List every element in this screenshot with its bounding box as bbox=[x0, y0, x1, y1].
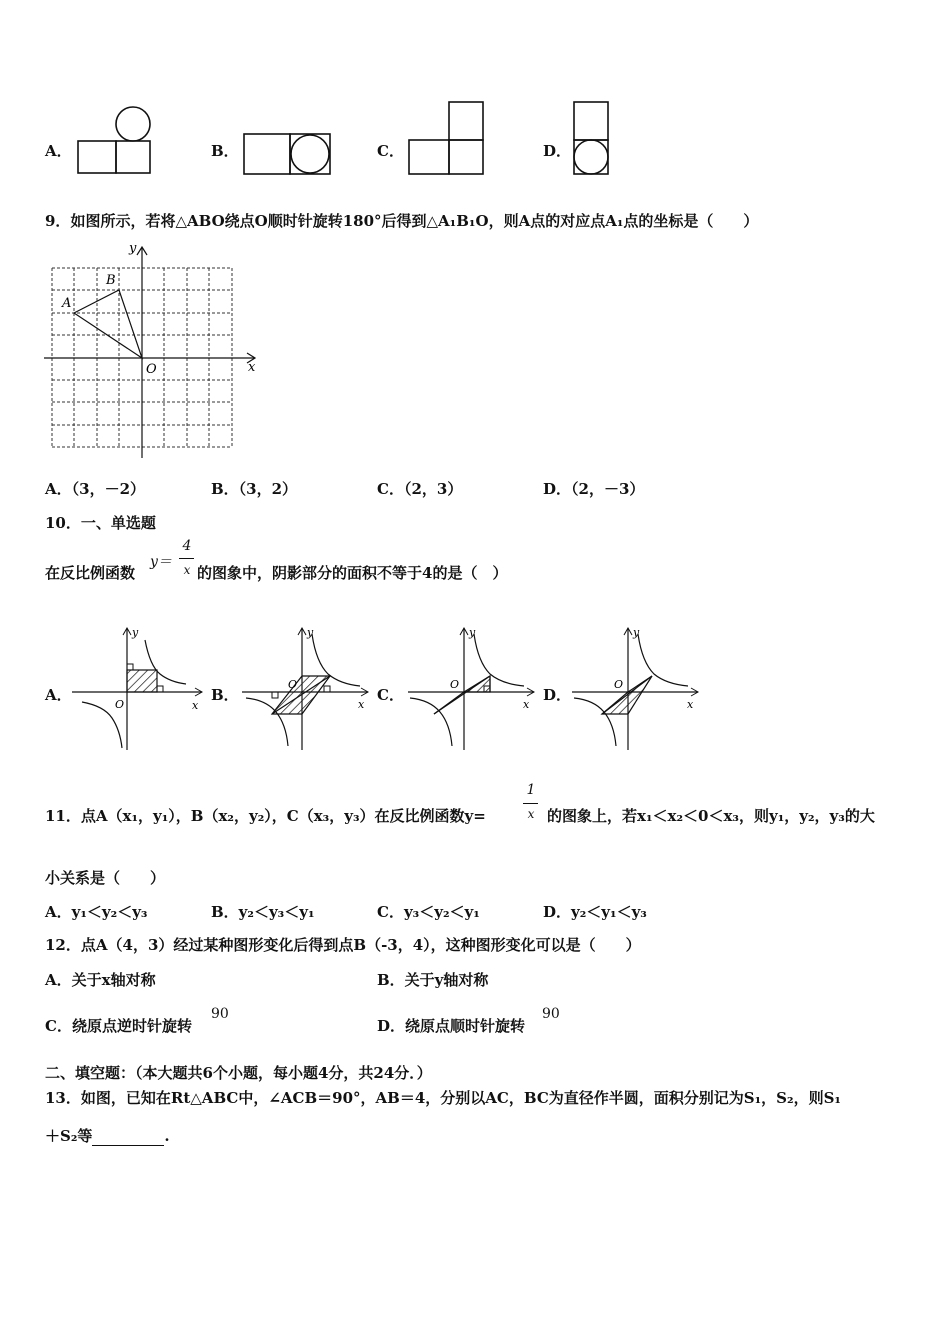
point-b-label: B bbox=[106, 273, 116, 288]
q9-grid-figure bbox=[42, 240, 262, 465]
q10-option-d-label: D． bbox=[543, 686, 572, 704]
q11-func-den: x bbox=[527, 807, 535, 821]
q13-answer-blank[interactable] bbox=[92, 1131, 164, 1146]
q10-frac-bar bbox=[179, 558, 194, 559]
q8-option-d-figure bbox=[572, 100, 612, 178]
q12-option-a: A．关于x轴对称 bbox=[45, 971, 156, 989]
point-a-label: A bbox=[62, 296, 72, 311]
q10-option-c-label: C． bbox=[377, 686, 404, 704]
q9-option-b: B．（3，2） bbox=[211, 480, 298, 498]
origin-label: O bbox=[146, 362, 157, 377]
q12-option-b: B．关于y轴对称 bbox=[377, 971, 489, 989]
q12-option-d-angle: 90 bbox=[542, 1006, 560, 1022]
q10-option-a-label: A． bbox=[45, 686, 72, 704]
q10-option-b-label: B． bbox=[211, 686, 239, 704]
q8-option-c-figure bbox=[407, 100, 487, 176]
q8-option-a-figure bbox=[76, 104, 156, 176]
q10-func-y: y＝ bbox=[150, 554, 172, 570]
q8-option-a-label: A． bbox=[45, 142, 72, 160]
svg-text:x: x bbox=[687, 698, 694, 711]
q11-frac-bar bbox=[523, 803, 538, 804]
q10-func-den: x bbox=[183, 563, 191, 577]
svg-text:x: x bbox=[192, 699, 199, 712]
q10-option-d-graph bbox=[566, 622, 706, 750]
q11-option-c: C．y₃＜y₂＜y₁ bbox=[377, 903, 480, 921]
q10-func-num: 4 bbox=[182, 538, 192, 554]
q9-option-c: C．（2，3） bbox=[377, 480, 463, 498]
q11-stem-after: 的图象上，若x₁＜x₂＜0＜x₃，则y₁，y₂，y₃的大 bbox=[547, 807, 875, 825]
svg-text:O: O bbox=[115, 698, 125, 711]
section2-heading: 二、填空题：（本大题共6个小题，每小题4分，共24分．） bbox=[45, 1064, 432, 1082]
q11-stem-before: 11．点A（x₁，y₁），B（x₂，y₂），C（x₃，y₃）在反比例函数y= bbox=[45, 807, 486, 825]
q11-option-d: D．y₂＜y₁＜y₃ bbox=[543, 903, 647, 921]
svg-text:y: y bbox=[132, 626, 139, 639]
q10-option-c-graph bbox=[402, 622, 542, 750]
svg-text:O: O bbox=[450, 678, 460, 691]
q13-line2: ＋S₂等 . bbox=[45, 1127, 170, 1145]
svg-text:O: O bbox=[614, 678, 624, 691]
q10-section: 10．一、单选题 bbox=[45, 514, 156, 532]
q11-stem-line2: 小关系是（ ） bbox=[45, 869, 166, 887]
q11-option-b: B．y₂＜y₃＜y₁ bbox=[211, 903, 315, 921]
svg-text:O: O bbox=[288, 678, 298, 691]
q9-option-a: A．（3，－2） bbox=[45, 480, 146, 498]
svg-text:y: y bbox=[307, 626, 314, 639]
svg-text:x: x bbox=[358, 698, 365, 711]
q8-option-c-label: C． bbox=[377, 142, 404, 160]
q11-option-a: A．y₁＜y₂＜y₃ bbox=[45, 903, 148, 921]
q8-option-b-label: B． bbox=[211, 142, 239, 160]
q9-option-d: D．（2，－3） bbox=[543, 480, 645, 498]
q10-stem-after: 的图象中，阴影部分的面积不等于4的是（ ） bbox=[197, 564, 508, 582]
q9-stem: 9．如图所示，若将△ABO绕点O顺时针旋转180°后得到△A₁B₁O，则A点的对应点A₁点的坐标是（ ） bbox=[45, 212, 759, 230]
q10-option-b-graph bbox=[236, 622, 376, 750]
q13-line1: 13．如图，已知在Rt△ABC中，∠ACB＝90°，AB＝4，分别以AC，BC为直径作半圆，面积分别记为S₁，S₂，则S₁ bbox=[45, 1089, 841, 1107]
q10-stem-before: 在反比例函数 bbox=[45, 564, 136, 582]
y-axis-label: y bbox=[129, 241, 137, 256]
x-axis-label: x bbox=[248, 360, 256, 375]
svg-text:y: y bbox=[633, 626, 640, 639]
q12-option-c-angle: 90 bbox=[211, 1006, 229, 1022]
q12-stem: 12．点A（4，3）经过某种图形变化后得到点B（-3，4），这种图形变化可以是（ ） bbox=[45, 936, 641, 954]
q12-option-c: C．绕原点逆时针旋转 bbox=[45, 1017, 192, 1035]
svg-text:x: x bbox=[523, 698, 530, 711]
q11-func-num: 1 bbox=[526, 782, 536, 798]
q10-option-a-graph bbox=[68, 622, 210, 750]
svg-text:y: y bbox=[469, 626, 476, 639]
q8-option-b-figure bbox=[242, 132, 334, 176]
q12-option-d: D．绕原点顺时针旋转 bbox=[377, 1017, 526, 1035]
q8-option-d-label: D． bbox=[543, 142, 572, 160]
